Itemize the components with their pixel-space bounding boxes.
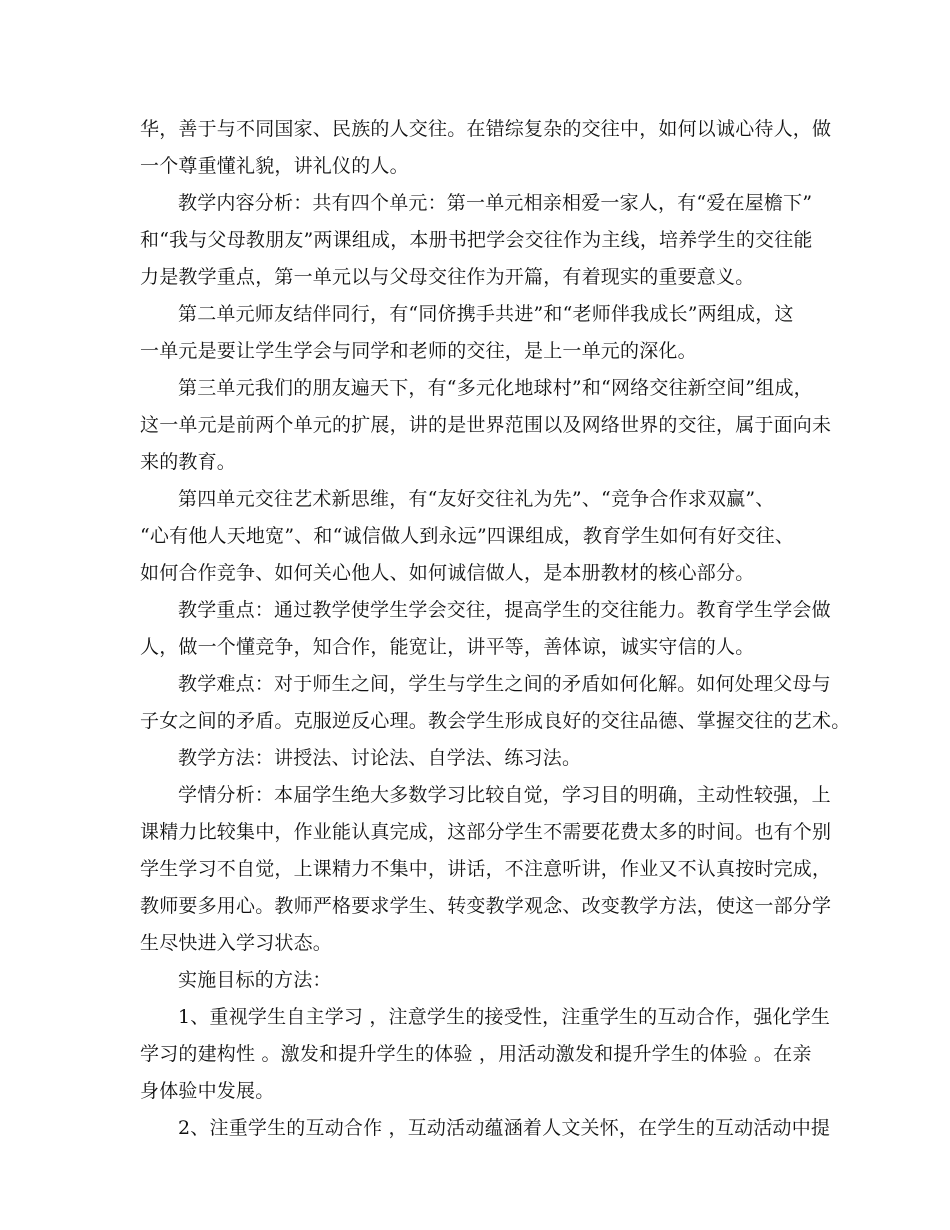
text-line: 身体验中发展。 bbox=[140, 1080, 275, 1102]
text-line: 课精力比较集中，作业能认真完成，这部分学生不需要花费太多的时间。也有个别 bbox=[140, 821, 832, 843]
paragraph-start-line: 教学方法：讲授法、讨论法、自学法、练习法。 bbox=[178, 747, 582, 769]
text-line: 一个尊重懂礼貌，讲礼仪的人。 bbox=[140, 155, 409, 177]
text-line: 学习的建构性 。激发和提升学生的体验 ，用活动激发和提升学生的体验 。在亲 bbox=[140, 1043, 812, 1065]
paragraph-start-line: 教学内容分析：共有四个单元：第一单元相亲相爱一家人，有“爱在屋檐下” bbox=[178, 192, 813, 214]
text-line: 华，善于与不同国家、民族的人交往。在错综复杂的交往中，如何以诚心待人，做 bbox=[140, 118, 832, 140]
text-line: 力是教学重点，第一单元以与父母交往作为开篇，有着现实的重要意义。 bbox=[140, 266, 755, 288]
text-line: 教师要多用心。教师严格要求学生、转变教学观念、改变教学方法，使这一部分学 bbox=[140, 895, 832, 917]
paragraph-start-line: 第四单元交往艺术新思维，有“友好交往礼为先”、“竞争合作求双赢”、 bbox=[178, 488, 775, 510]
paragraph-start-line: 教学重点：通过教学使学生学会交往，提高学生的交往能力。教育学生学会做 bbox=[178, 599, 831, 621]
text-line: 和“我与父母教朋友”两课组成，本册书把学会交往作为主线，培养学生的交往能 bbox=[140, 229, 813, 251]
paragraph-start-line: 学情分析：本届学生绝大多数学习比较自觉，学习目的明确，主动性较强，上 bbox=[178, 784, 831, 806]
text-line: 人，做一个懂竞争，知合作，能宽让，讲平等，善体谅，诚实守信的人。 bbox=[140, 636, 755, 658]
text-line: 子女之间的矛盾。克服逆反心理。教会学生形成良好的交往品德、掌握交往的艺术。 bbox=[140, 710, 851, 732]
paragraph-start-line: 第二单元师友结伴同行，有“同侪携手共进”和“老师伴我成长”两组成，这 bbox=[178, 303, 794, 325]
text-line: “心有他人天地宽”、和“诚信做人到永远”四课组成，教育学生如何有好交往、 bbox=[140, 525, 795, 547]
paragraph-start-line: 教学难点：对于师生之间，学生与学生之间的矛盾如何化解。如何处理父母与 bbox=[178, 673, 831, 695]
text-line: 来的教育。 bbox=[140, 451, 237, 473]
paragraph-start-line: 1、重视学生自主学习 ，注意学生的接受性，注重学生的互动合作，强化学生 bbox=[178, 1006, 831, 1028]
text-line: 生尽快进入学习状态。 bbox=[140, 932, 333, 954]
text-line: 一单元是要让学生学会与同学和老师的交往，是上一单元的深化。 bbox=[140, 340, 697, 362]
paragraph-start-line: 第三单元我们的朋友遍天下，有“多元化地球村”和“网络交往新空间”组成， bbox=[178, 377, 813, 399]
text-line: 这一单元是前两个单元的扩展，讲的是世界范围以及网络世界的交往，属于面向未 bbox=[140, 414, 832, 436]
text-line: 如何合作竞争、如何关心他人、如何诚信做人，是本册教材的核心部分。 bbox=[140, 562, 755, 584]
paragraph-start-line: 实施目标的方法： bbox=[178, 969, 332, 991]
paragraph-start-line: 2、注重学生的互动合作 ，互动活动蕴涵着人文关怀，在学生的互动活动中提 bbox=[178, 1117, 831, 1139]
text-line: 学生学习不自觉，上课精力不集中，讲话，不注意听讲，作业又不认真按时完成， bbox=[140, 858, 832, 880]
